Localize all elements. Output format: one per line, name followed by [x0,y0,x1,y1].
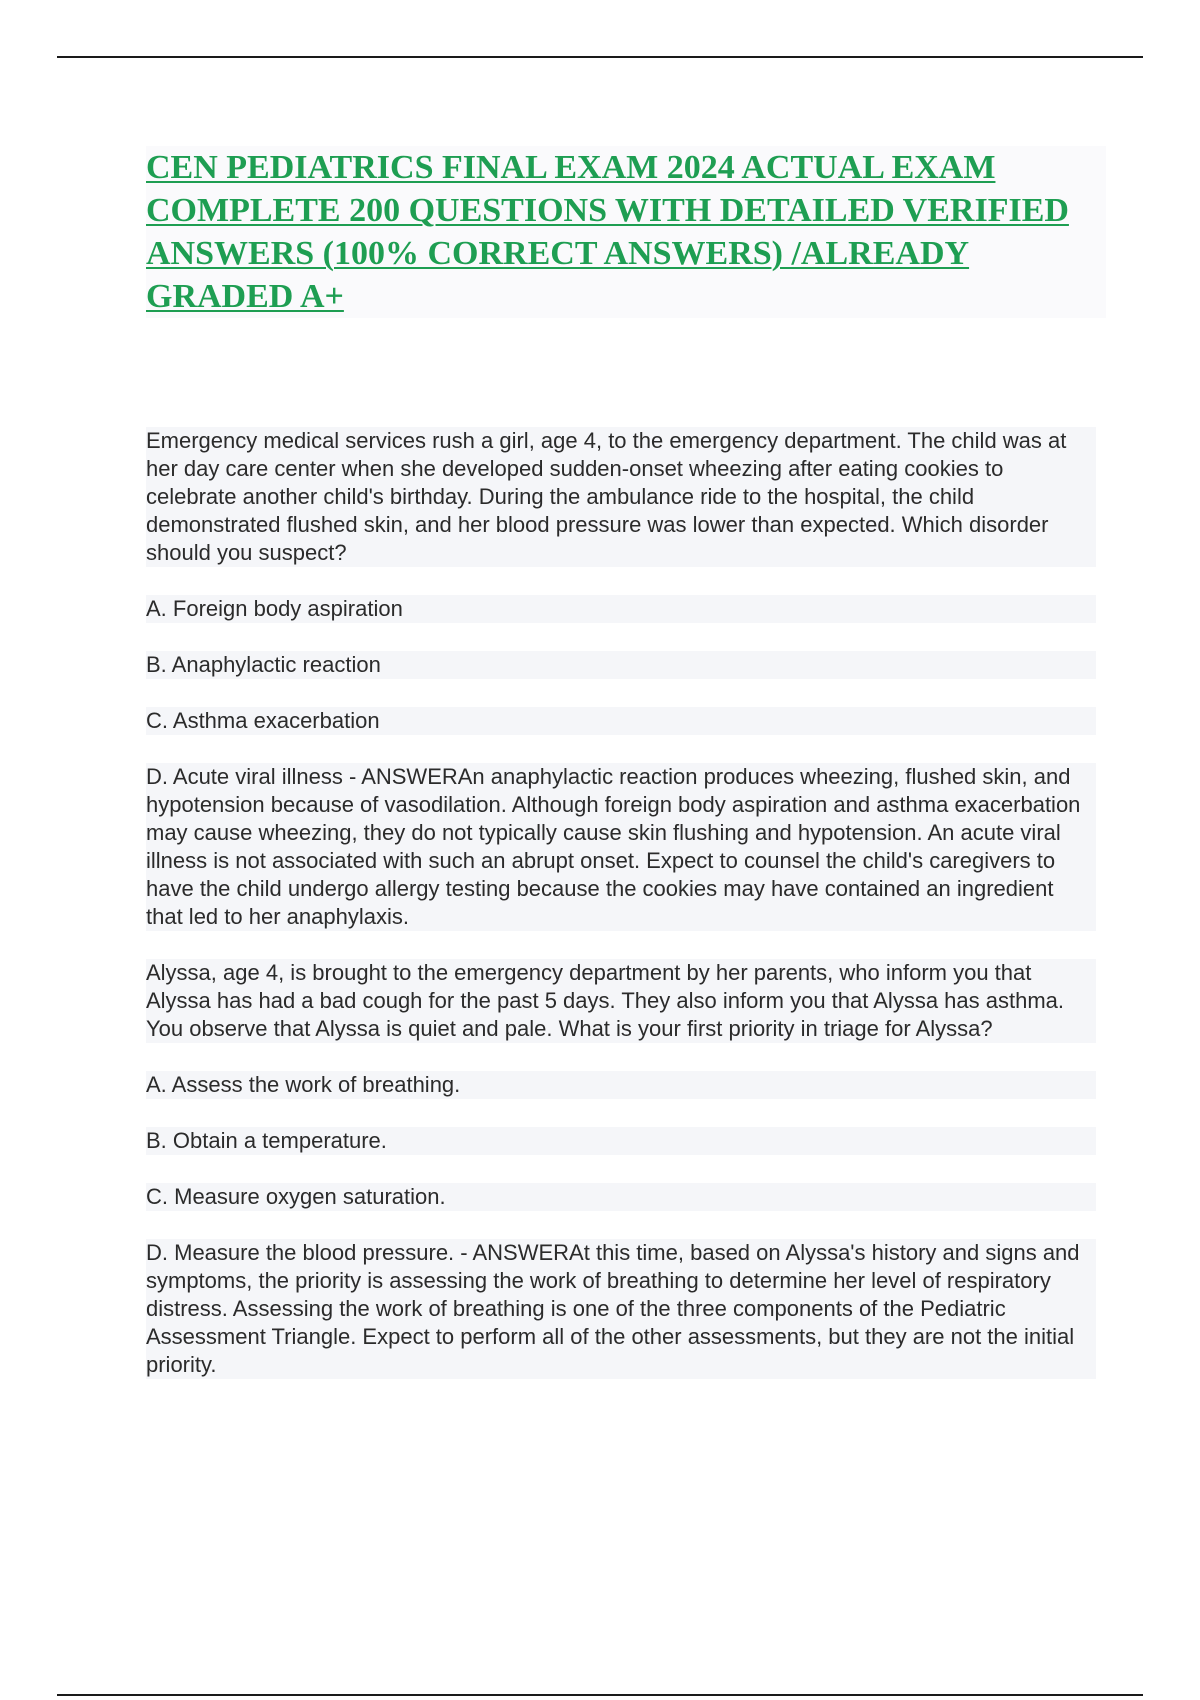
question-2-option-a: A. Assess the work of breathing. [146,1071,1096,1099]
question-2-option-b: B. Obtain a temperature. [146,1127,1096,1155]
question-1-option-c: C. Asthma exacerbation [146,707,1096,735]
question-2-option-d-answer: D. Measure the blood pressure. - ANSWERAt this time, based on Alyssa's history and signs and symptoms, the priority is assessing the work of breathing to determine her level of respiratory distress. Assessing the work of breathing is one of the three components of the Pediatric Assessment Triangle. Expect to perform all of the other assessments, but they are not the initial priority. [146,1239,1096,1379]
document-title: CEN PEDIATRICS FINAL EXAM 2024 ACTUAL EXAM COMPLETE 200 QUESTIONS WITH DETAILED VERIFIED ANSWERS (100% CORRECT ANSWERS) /ALREADY GRADED A+ [146,146,1106,318]
question-2-stem: Alyssa, age 4, is brought to the emergency department by her parents, who inform you that Alyssa has had a bad cough for the past 5 days. They also inform you that Alyssa has asthma. You observe that Alyssa is quiet and pale. What is your first priority in triage for Alyssa? [146,959,1096,1043]
question-2-option-c: C. Measure oxygen saturation. [146,1183,1096,1211]
question-1-option-b: B. Anaphylactic reaction [146,651,1096,679]
question-list [146,427,1096,1379]
bottom-divider [57,1694,1143,1696]
question-1-option-d-answer: D. Acute viral illness - ANSWERAn anaphylactic reaction produces wheezing, flushed skin, and hypotension because of vasodilation. Although foreign body aspiration and asthma exacerbation may cause wheezing, they do not typically cause skin flushing and hypotension. An acute viral illness is not associated with such an abrupt onset. Expect to counsel the child's caregivers to have the child undergo allergy testing because the cookies may have contained an ingredient that led to her anaphylaxis. [146,763,1096,931]
question-1-stem: Emergency medical services rush a girl, age 4, to the emergency department. The child was at her day care center when she developed sudden-onset wheezing after eating cookies to celebrate another child's birthday. During the ambulance ride to the hospital, the child demonstrated flushed skin, and her blood pressure was lower than expected. Which disorder should you suspect? [146,427,1096,567]
top-divider [57,56,1143,58]
question-1-option-a: A. Foreign body aspiration [146,595,1096,623]
